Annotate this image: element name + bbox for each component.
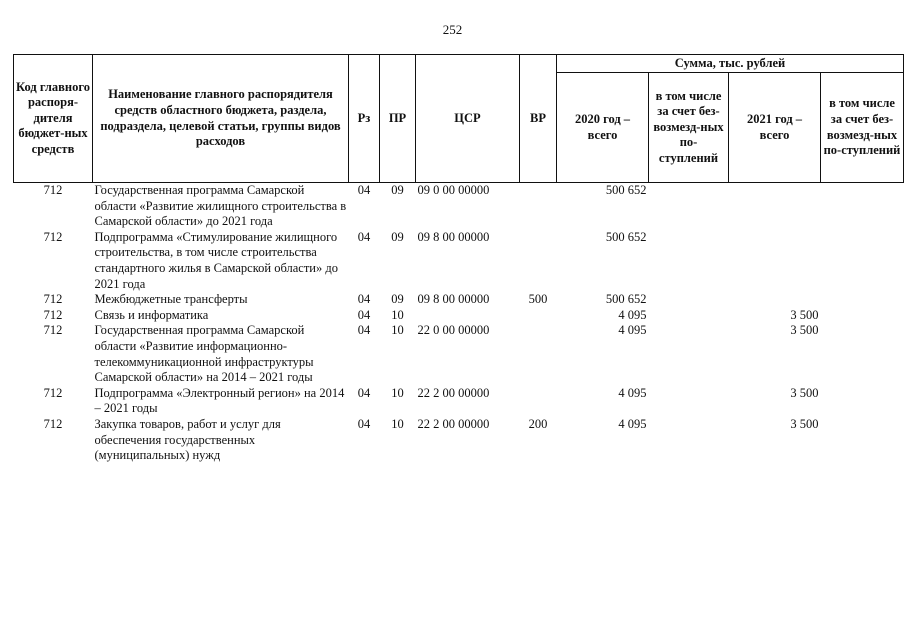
cell-s2021	[729, 183, 821, 230]
cell-s2021: 3 500	[790, 416, 819, 431]
cell-s2021_free	[821, 183, 904, 230]
cell-s2020_free	[649, 230, 729, 292]
cell-code: 712	[43, 292, 63, 307]
cell-rz: 04	[357, 323, 371, 338]
cell-rz: 04	[357, 307, 371, 322]
cell-s2021_free	[821, 292, 904, 308]
cell-s2020: 500 652	[605, 183, 647, 197]
cell-pr: 10	[391, 385, 404, 400]
table-row	[14, 323, 904, 385]
cell-rz: 04	[357, 416, 371, 431]
cell-pr: 09	[391, 292, 404, 307]
header-csr: ЦСР	[416, 55, 520, 183]
cell-s2020_free	[649, 292, 729, 308]
header-vr: ВР	[520, 55, 557, 183]
cell-s2020: 500 652	[605, 229, 647, 244]
table-body	[14, 183, 904, 464]
cell-name: Связь и информатика	[94, 307, 209, 322]
cell-name: Межбюджетные трансферты	[94, 292, 248, 307]
cell-csr: 22 0 00 00000	[417, 323, 490, 338]
cell-s2021_free	[821, 230, 904, 292]
cell-vr	[520, 323, 557, 385]
cell-code: 712	[43, 183, 63, 197]
cell-vr	[520, 386, 557, 417]
header-2021-total: 2021 год – всего	[729, 73, 821, 183]
header-sum: Сумма, тыс. рублей	[557, 55, 904, 73]
table-row	[14, 183, 904, 230]
cell-s2020_free	[649, 386, 729, 417]
cell-s2020: 4 095	[618, 385, 647, 400]
cell-name: Закупка товаров, работ и услуг для обеспечения государственных (муниципальных) нужд	[94, 416, 281, 463]
cell-pr: 10	[391, 416, 404, 431]
header-2021-free: в том числе за счет без-возмезд-ных по-ступлений	[821, 73, 904, 183]
cell-pr: 09	[391, 183, 404, 197]
cell-vr	[520, 230, 557, 292]
cell-s2021_free	[821, 308, 904, 324]
cell-rz: 04	[357, 292, 371, 307]
header-rz: Рз	[349, 55, 380, 183]
cell-csr	[416, 308, 520, 324]
cell-csr: 09 8 00 00000	[417, 292, 490, 307]
table-row	[14, 230, 904, 292]
cell-vr	[520, 308, 557, 324]
cell-code: 712	[43, 307, 63, 322]
cell-code: 712	[43, 385, 63, 400]
table-row	[14, 417, 904, 464]
header-2020-total: 2020 год – всего	[557, 73, 649, 183]
cell-s2020: 4 095	[618, 416, 647, 431]
table-header	[14, 55, 904, 183]
cell-s2021_free	[821, 417, 904, 464]
cell-code: 712	[43, 416, 63, 431]
header-code: Код главного распоря-дителя бюджет-ных средств	[14, 55, 93, 183]
table-row	[14, 292, 904, 308]
budget-table	[13, 54, 904, 464]
cell-csr: 22 2 00 00000	[417, 385, 490, 400]
cell-s2021	[729, 292, 821, 308]
cell-name: Государственная программа Самарской области «Развитие информационно-телекоммуникационной инфраструктуры Самарской области» на 2014 – 2021 годы	[94, 323, 314, 385]
cell-s2021: 3 500	[790, 385, 819, 400]
cell-rz: 04	[357, 183, 371, 197]
cell-vr: 500	[528, 292, 548, 307]
cell-code: 712	[43, 323, 63, 338]
cell-s2020: 4 095	[618, 323, 647, 338]
cell-vr	[520, 183, 557, 230]
page-number: 252	[442, 22, 463, 37]
table-row	[14, 386, 904, 417]
cell-pr: 10	[391, 307, 404, 322]
cell-s2021: 3 500	[790, 323, 819, 338]
cell-name: Государственная программа Самарской области «Развитие жилищного строительства в Самарской области» до 2021 года	[94, 183, 347, 229]
cell-rz: 04	[357, 229, 371, 244]
cell-s2021: 3 500	[790, 307, 819, 322]
cell-code: 712	[43, 229, 63, 244]
header-name: Наименование главного распорядителя средств областного бюджета, раздела, подраздела, целевой статьи, группы видов расходов	[93, 55, 349, 183]
cell-s2021_free	[821, 323, 904, 385]
cell-csr: 09 8 00 00000	[417, 229, 490, 244]
header-pr: ПР	[380, 55, 416, 183]
cell-csr: 09 0 00 00000	[417, 183, 490, 197]
cell-pr: 10	[391, 323, 404, 338]
cell-rz: 04	[357, 385, 371, 400]
cell-s2020_free	[649, 183, 729, 230]
cell-name: Подпрограмма «Электронный регион» на 2014 – 2021 годы	[94, 385, 345, 416]
cell-name: Подпрограмма «Стимулирование жилищного строительства, в том числе строительства стандартного жилья в Самарской области» до 2021 года	[94, 229, 338, 291]
cell-csr: 22 2 00 00000	[417, 416, 490, 431]
cell-vr: 200	[528, 416, 548, 431]
cell-s2020_free	[649, 308, 729, 324]
cell-pr: 09	[391, 229, 404, 244]
cell-s2020: 4 095	[618, 307, 647, 322]
cell-s2020_free	[649, 417, 729, 464]
cell-s2021_free	[821, 386, 904, 417]
cell-s2021	[729, 230, 821, 292]
table-row	[14, 308, 904, 324]
cell-s2020: 500 652	[605, 292, 647, 307]
cell-s2020_free	[649, 323, 729, 385]
header-2020-free: в том числе за счет без-возмезд-ных по-ступлений	[649, 73, 729, 183]
